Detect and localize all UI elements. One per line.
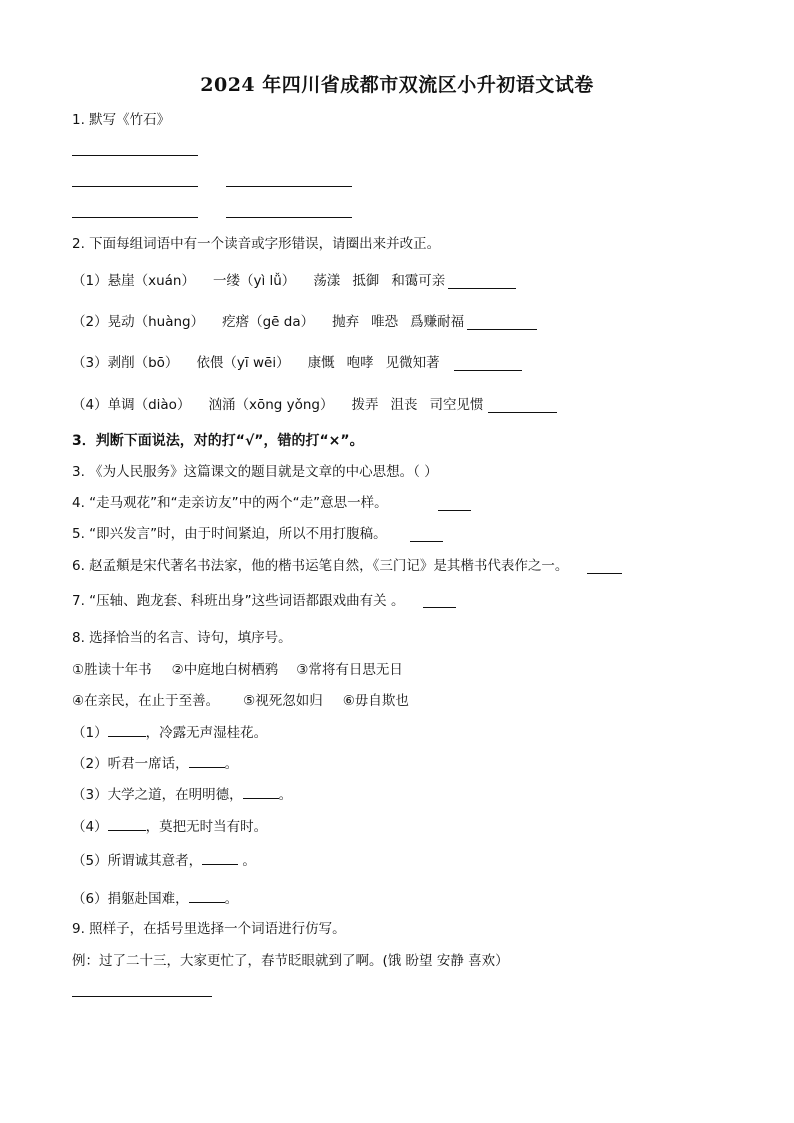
- item-suffix: 。: [238, 853, 256, 869]
- item-prefix: （5）所谓诚其意者，: [72, 853, 203, 869]
- q8-item: [72, 890, 238, 908]
- item-prefix: （3）大学之道，在明明德，: [72, 787, 243, 803]
- answer-blank[interactable]: [438, 510, 471, 511]
- word: 沮丧: [390, 397, 418, 413]
- word: 晃动（huàng）: [107, 314, 205, 330]
- answer-blank[interactable]: [423, 607, 456, 608]
- word: 单调（diào）: [107, 397, 191, 413]
- answer-blank[interactable]: [72, 217, 198, 218]
- item-suffix: 。: [278, 787, 293, 803]
- item-prefix: （6）捐躯赴国难，: [72, 891, 189, 907]
- question-2-text: 2. 下面每组词语中有一个读音或字形错误，请圈出来并改正。: [72, 236, 441, 252]
- question-3-heading: 3．判断下面说法，对的打“√”，错的打“×”。: [72, 433, 364, 449]
- q8-item: [72, 786, 292, 804]
- answer-blank[interactable]: [448, 288, 516, 289]
- item-suffix: ，莫把无时当有时。: [145, 819, 268, 835]
- q2-item-1: [72, 272, 445, 290]
- word: 唯恐: [371, 314, 399, 330]
- item-number: （3）: [72, 355, 108, 371]
- item-suffix: 。: [224, 891, 239, 907]
- word: 爲赚耐福: [410, 314, 465, 330]
- page-title: 2024 年四川省成都市双流区小升初语文试卷: [200, 74, 594, 96]
- word: 抵御: [352, 273, 380, 289]
- judge-item: 6. 赵孟頫是宋代著名书法家，他的楷书运笔自然，《三门记》是其楷书代表作之一。: [72, 558, 569, 574]
- answer-blank[interactable]: [189, 890, 225, 903]
- word: 依偎（yī wēi）: [196, 355, 290, 371]
- answer-blank[interactable]: [467, 329, 537, 330]
- question-9-text: 9. 照样子，在括号里选择一个词语进行仿写。: [72, 921, 346, 937]
- word: 和霭可亲: [391, 273, 446, 289]
- answer-blank[interactable]: [202, 852, 238, 865]
- item-number: （4）: [72, 397, 108, 413]
- answer-blank[interactable]: [587, 573, 622, 574]
- q8-item: [72, 755, 238, 773]
- q8-options-row-2: [72, 692, 409, 710]
- option: ④在亲民，在止于至善。: [72, 693, 220, 709]
- q2-item-2: [72, 313, 464, 331]
- word: 咆哮: [346, 355, 374, 371]
- word: 荡漾: [313, 273, 341, 289]
- q2-item-3: [72, 354, 440, 372]
- answer-blank[interactable]: [72, 996, 212, 997]
- option: ①胜读十年书: [72, 662, 152, 678]
- word: 见微知著: [385, 355, 440, 371]
- answer-blank[interactable]: [488, 412, 557, 413]
- answer-blank[interactable]: [226, 186, 352, 187]
- q8-item: [72, 852, 256, 870]
- word: 疙瘩（gē da）: [222, 314, 315, 330]
- judge-item: 5. “即兴发言”时，由于时间紧迫，所以不用打腹稿。: [72, 526, 387, 542]
- judge-item: 3. 《为人民服务》这篇课文的题目就是文章的中心思想。（ ）: [72, 464, 438, 480]
- answer-blank[interactable]: [108, 818, 146, 831]
- judge-item: 7. “压轴、跑龙套、科班出身”这些词语都跟戏曲有关 。: [72, 593, 405, 609]
- word: 拨弄: [351, 397, 379, 413]
- item-prefix: （1）: [72, 725, 108, 741]
- word: 康慨: [307, 355, 335, 371]
- answer-blank[interactable]: [410, 541, 443, 542]
- item-suffix: ，冷露无声湿桂花。: [145, 725, 268, 741]
- q2-item-4: [72, 396, 484, 414]
- answer-blank[interactable]: [189, 755, 225, 768]
- question-8-text: 8. 选择恰当的名言、诗句，填序号。: [72, 630, 292, 646]
- word: 司空见惯: [429, 397, 484, 413]
- item-suffix: 。: [224, 756, 239, 772]
- word: 抛弃: [332, 314, 360, 330]
- option: ②中庭地白树栖鸦: [171, 662, 279, 678]
- q8-item: [72, 724, 267, 742]
- option: ⑥毋自欺也: [342, 693, 409, 709]
- item-number: （1）: [72, 273, 108, 289]
- word: 剥削（bō）: [107, 355, 179, 371]
- answer-blank[interactable]: [108, 724, 146, 737]
- answer-blank[interactable]: [72, 186, 198, 187]
- item-prefix: （4）: [72, 819, 108, 835]
- answer-blank[interactable]: [454, 370, 522, 371]
- word: 一缕（yì lǚ）: [212, 273, 296, 289]
- item-prefix: （2）听君一席话，: [72, 756, 189, 772]
- option: ⑤视死忽如归: [243, 693, 323, 709]
- word: 汹涌（xōng yǒng）: [208, 397, 334, 413]
- item-number: （2）: [72, 314, 108, 330]
- answer-blank[interactable]: [243, 786, 279, 799]
- q8-options-row-1: [72, 661, 403, 679]
- question-1-text: 1. 默写《竹石》: [72, 112, 171, 128]
- option: ③常将有日思无日: [296, 662, 403, 678]
- q8-item: [72, 818, 267, 836]
- answer-blank[interactable]: [226, 217, 352, 218]
- q9-example: 例：过了二十三，大家更忙了，春节眨眼就到了啊。(饿 盼望 安静 喜欢）: [72, 953, 509, 969]
- answer-blank[interactable]: [72, 155, 198, 156]
- judge-item: 4. “走马观花”和“走亲访友”中的两个“走”意思一样。: [72, 495, 388, 511]
- word: 悬崖（xuán）: [107, 273, 195, 289]
